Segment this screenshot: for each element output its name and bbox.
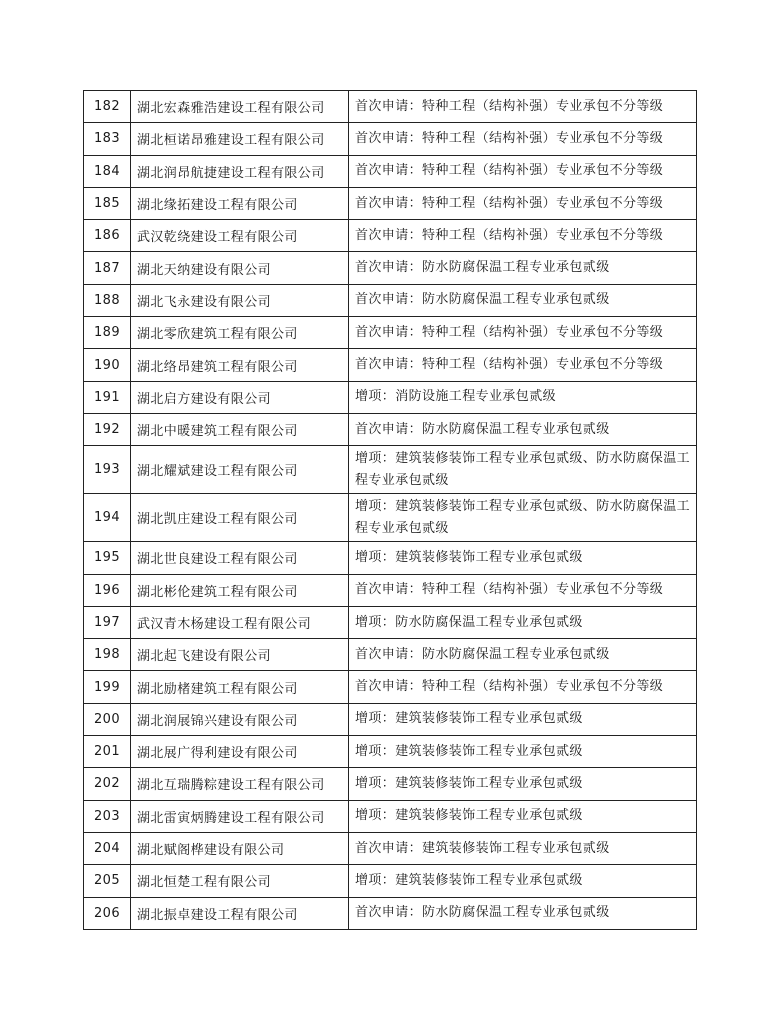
table-row (84, 284, 697, 316)
table-row (84, 446, 697, 494)
application-item: 首次申请：防水防腐保温工程专业承包贰级 (349, 413, 697, 445)
table-row (84, 155, 697, 187)
table-row (84, 381, 697, 413)
row-number: 182 (84, 91, 131, 123)
row-number: 203 (84, 800, 131, 832)
row-number: 183 (84, 123, 131, 155)
table-row (84, 606, 697, 638)
application-item: 增项：建筑装修装饰工程专业承包贰级 (349, 800, 697, 832)
row-number: 202 (84, 768, 131, 800)
table-row (84, 187, 697, 219)
table-row (84, 123, 697, 155)
table-row (84, 671, 697, 703)
row-number: 190 (84, 349, 131, 381)
row-number: 204 (84, 832, 131, 864)
table-row (84, 91, 697, 123)
row-number: 188 (84, 284, 131, 316)
application-item: 增项：防水防腐保温工程专业承包贰级 (349, 606, 697, 638)
company-name: 湖北零欣建筑工程有限公司 (131, 317, 349, 349)
row-number: 205 (84, 865, 131, 897)
row-number: 196 (84, 574, 131, 606)
row-number: 195 (84, 542, 131, 574)
application-item: 增项：建筑装修装饰工程专业承包贰级、防水防腐保温工程专业承包贰级 (349, 494, 697, 542)
application-item: 首次申请：建筑装修装饰工程专业承包贰级 (349, 832, 697, 864)
table-row (84, 703, 697, 735)
application-item: 增项：建筑装修装饰工程专业承包贰级 (349, 865, 697, 897)
application-item: 增项：建筑装修装饰工程专业承包贰级、防水防腐保温工程专业承包贰级 (349, 446, 697, 494)
row-number: 198 (84, 639, 131, 671)
application-item: 增项：消防设施工程专业承包贰级 (349, 381, 697, 413)
table-row (84, 574, 697, 606)
application-item: 增项：建筑装修装饰工程专业承包贰级 (349, 736, 697, 768)
application-item: 首次申请：特种工程（结构补强）专业承包不分等级 (349, 123, 697, 155)
company-name: 湖北启方建设有限公司 (131, 381, 349, 413)
company-name: 湖北互瑞腾粽建设工程有限公司 (131, 768, 349, 800)
company-name: 湖北飞永建设有限公司 (131, 284, 349, 316)
application-item: 首次申请：特种工程（结构补强）专业承包不分等级 (349, 671, 697, 703)
company-name: 武汉乾绕建设工程有限公司 (131, 220, 349, 252)
approval-table-body (84, 91, 697, 930)
row-number: 186 (84, 220, 131, 252)
row-number: 191 (84, 381, 131, 413)
company-name: 湖北振卓建设工程有限公司 (131, 897, 349, 929)
company-name: 湖北起飞建设有限公司 (131, 639, 349, 671)
table-row (84, 865, 697, 897)
row-number: 201 (84, 736, 131, 768)
application-item: 首次申请：防水防腐保温工程专业承包贰级 (349, 252, 697, 284)
table-row (84, 768, 697, 800)
company-name: 湖北桓诺昂雅建设工程有限公司 (131, 123, 349, 155)
application-item: 首次申请：特种工程（结构补强）专业承包不分等级 (349, 349, 697, 381)
table-row (84, 413, 697, 445)
table-row (84, 252, 697, 284)
company-name: 湖北赋阁桦建设有限公司 (131, 832, 349, 864)
row-number: 200 (84, 703, 131, 735)
application-item: 首次申请：防水防腐保温工程专业承包贰级 (349, 639, 697, 671)
company-name: 湖北润展锦兴建设有限公司 (131, 703, 349, 735)
application-item: 首次申请：特种工程（结构补强）专业承包不分等级 (349, 91, 697, 123)
table-row (84, 220, 697, 252)
application-item: 首次申请：特种工程（结构补强）专业承包不分等级 (349, 187, 697, 219)
company-name: 湖北凯庄建设工程有限公司 (131, 494, 349, 542)
application-item: 首次申请：特种工程（结构补强）专业承包不分等级 (349, 220, 697, 252)
company-name: 湖北世良建设工程有限公司 (131, 542, 349, 574)
application-item: 首次申请：特种工程（结构补强）专业承包不分等级 (349, 574, 697, 606)
company-name: 湖北耀斌建设工程有限公司 (131, 446, 349, 494)
company-name: 湖北缘拓建设工程有限公司 (131, 187, 349, 219)
row-number: 197 (84, 606, 131, 638)
company-name: 湖北天纳建设有限公司 (131, 252, 349, 284)
company-name: 湖北润昂航捷建设工程有限公司 (131, 155, 349, 187)
application-item: 增项：建筑装修装饰工程专业承包贰级 (349, 542, 697, 574)
row-number: 194 (84, 494, 131, 542)
table-row (84, 800, 697, 832)
table-row (84, 897, 697, 929)
table-row (84, 736, 697, 768)
table-row (84, 542, 697, 574)
row-number: 206 (84, 897, 131, 929)
company-name: 湖北络昂建筑工程有限公司 (131, 349, 349, 381)
application-item: 首次申请：特种工程（结构补强）专业承包不分等级 (349, 155, 697, 187)
table-row (84, 317, 697, 349)
row-number: 199 (84, 671, 131, 703)
application-item: 增项：建筑装修装饰工程专业承包贰级 (349, 768, 697, 800)
approval-table (83, 90, 697, 930)
company-name: 湖北中暖建筑工程有限公司 (131, 413, 349, 445)
row-number: 193 (84, 446, 131, 494)
company-name: 湖北彬伦建筑工程有限公司 (131, 574, 349, 606)
company-name: 湖北恒楚工程有限公司 (131, 865, 349, 897)
table-row (84, 832, 697, 864)
row-number: 185 (84, 187, 131, 219)
table-row (84, 349, 697, 381)
company-name: 湖北宏森雅浩建设工程有限公司 (131, 91, 349, 123)
company-name: 武汉青木杨建设工程有限公司 (131, 606, 349, 638)
row-number: 187 (84, 252, 131, 284)
row-number: 184 (84, 155, 131, 187)
table-row (84, 494, 697, 542)
table-row (84, 639, 697, 671)
application-item: 首次申请：防水防腐保温工程专业承包贰级 (349, 897, 697, 929)
application-item: 首次申请：特种工程（结构补强）专业承包不分等级 (349, 317, 697, 349)
row-number: 189 (84, 317, 131, 349)
company-name: 湖北展广得利建设有限公司 (131, 736, 349, 768)
company-name: 湖北励楮建筑工程有限公司 (131, 671, 349, 703)
company-name: 湖北雷寅炳腾建设工程有限公司 (131, 800, 349, 832)
row-number: 192 (84, 413, 131, 445)
application-item: 增项：建筑装修装饰工程专业承包贰级 (349, 703, 697, 735)
application-item: 首次申请：防水防腐保温工程专业承包贰级 (349, 284, 697, 316)
